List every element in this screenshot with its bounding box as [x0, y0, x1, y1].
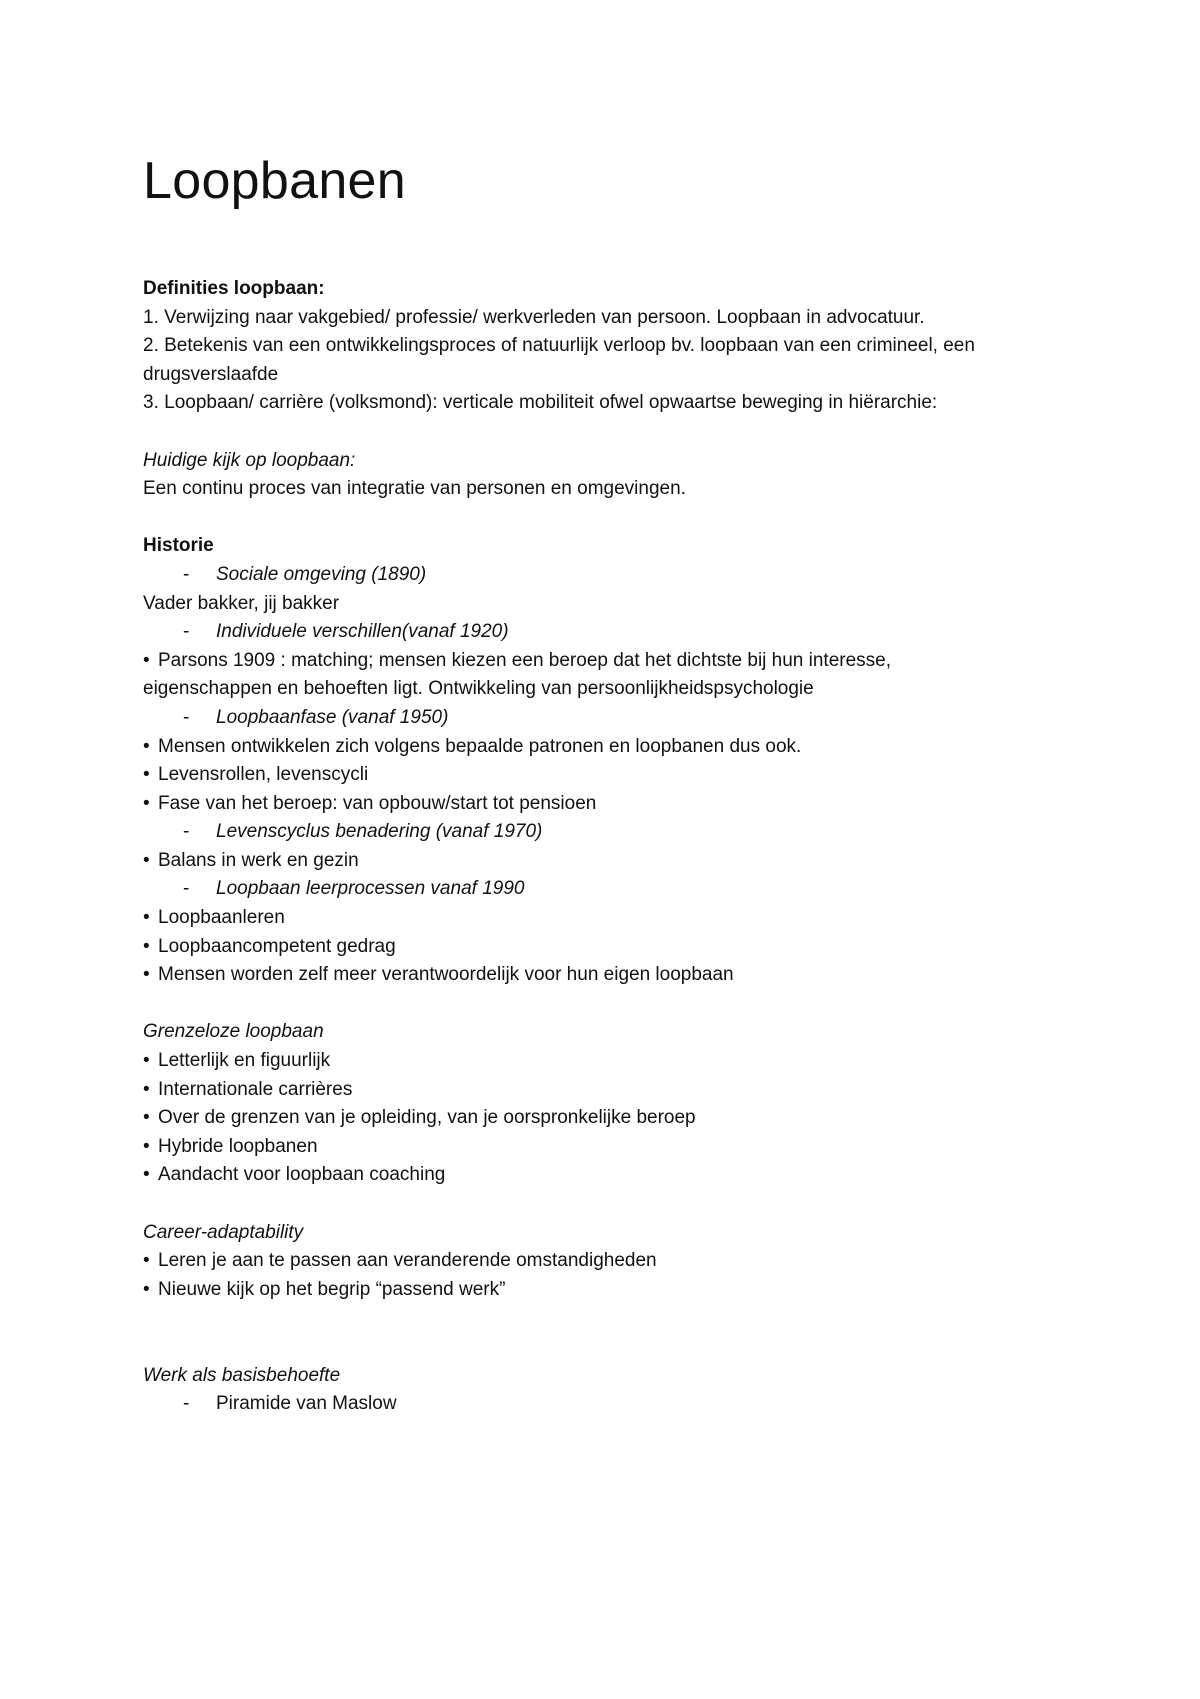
- dash-marker: -: [183, 563, 190, 585]
- bullet-marker: •: [143, 792, 150, 814]
- dash-item-text: Piramide van Maslow: [216, 1393, 397, 1415]
- bullet-text: Levensrollen, levenscycli: [158, 764, 369, 786]
- bullet-item: [143, 904, 1073, 933]
- huidige-kijk-text: Een continu proces van integratie van personen en omgevingen.: [143, 478, 686, 500]
- bullet-marker: •: [143, 1050, 150, 1072]
- document-body: [143, 150, 1073, 1419]
- bullet-text: Balans in werk en gezin: [158, 849, 359, 871]
- bullet-marker: •: [143, 735, 150, 757]
- spacer: [143, 504, 1073, 533]
- spacer: [143, 1190, 1073, 1219]
- parsons-continued: eigenschappen en behoeften ligt. Ontwikkeling van persoonlijkheidspsychologie: [143, 678, 814, 700]
- bullet-text: Over de grenzen van je opleiding, van je oorspronkelijke beroep: [158, 1107, 696, 1129]
- bullet-item: [143, 1047, 1073, 1076]
- dash-item-text: Loopbaan leerprocessen vanaf 1990: [216, 878, 525, 900]
- dash-marker: -: [183, 878, 190, 900]
- bullet-item: [143, 1161, 1073, 1190]
- bullet-marker: •: [143, 849, 150, 871]
- bullet-marker: •: [143, 907, 150, 929]
- bullet-item: [143, 790, 1073, 819]
- bullet-text: Loopbaanleren: [158, 907, 285, 929]
- bullet-text: Leren je aan te passen aan veranderende omstandigheden: [158, 1250, 657, 1272]
- spacer: [143, 990, 1073, 1019]
- dash-item-individuele-verschillen: [143, 618, 1073, 647]
- bullet-text: Loopbaancompetent gedrag: [158, 935, 396, 957]
- definitie-item-2-continued: drugsverslaafde: [143, 363, 279, 385]
- bullet-marker: •: [143, 964, 150, 986]
- bullet-text: Mensen ontwikkelen zich volgens bepaalde patronen en loopbanen dus ook.: [158, 735, 802, 757]
- definitie-item-3: 3. Loopbaan/ carrière (volksmond): verticale mobiliteit ofwel opwaartse beweging in hiërarchie:: [143, 392, 938, 414]
- document-title: Loopbanen: [143, 152, 406, 210]
- bullet-text: Internationale carrières: [158, 1078, 353, 1100]
- spacer: [143, 418, 1073, 447]
- bullet-marker: •: [143, 764, 150, 786]
- section-heading-historie: Historie: [143, 535, 214, 557]
- dash-item-leerprocessen: [143, 875, 1073, 904]
- section-heading-grenzeloze: Grenzeloze loopbaan: [143, 1021, 324, 1043]
- dash-marker: -: [183, 621, 190, 643]
- definitie-item-1: 1. Verwijzing naar vakgebied/ professie/ werkverleden van persoon. Loopbaan in advocatuur.: [143, 306, 925, 328]
- section-heading-definities: Definities loopbaan:: [143, 278, 325, 299]
- section-heading-career-adaptability: Career-adaptability: [143, 1221, 304, 1243]
- spacer: [143, 1304, 1073, 1361]
- bullet-item: [143, 1247, 1073, 1276]
- dash-item-text: Levenscyclus benadering (vanaf 1970): [216, 821, 543, 843]
- bullet-item: [143, 1076, 1073, 1105]
- bullet-text: Mensen worden zelf meer verantwoordelijk voor hun eigen loopbaan: [158, 964, 734, 986]
- section-heading-huidige-kijk: Huidige kijk op loopbaan:: [143, 449, 356, 471]
- dash-item-text: Individuele verschillen(vanaf 1920): [216, 621, 509, 643]
- bullet-marker: •: [143, 1135, 150, 1157]
- bullet-item: [143, 1133, 1073, 1162]
- bullet-marker: •: [143, 1278, 150, 1300]
- dash-item-loopbaanfase: [143, 704, 1073, 733]
- bullet-marker: •: [143, 1078, 150, 1100]
- dash-item-levenscyclus: [143, 818, 1073, 847]
- dash-marker: -: [183, 821, 190, 843]
- bullet-text: Fase van het beroep: van opbouw/start tot pensioen: [158, 792, 597, 814]
- bullet-text: Aandacht voor loopbaan coaching: [158, 1164, 446, 1186]
- bullet-item: [143, 961, 1073, 990]
- bullet-text: Nieuwe kijk op het begrip “passend werk”: [158, 1278, 506, 1300]
- bullet-item: [143, 1276, 1073, 1305]
- dash-item-maslow: [143, 1390, 1073, 1419]
- bullet-marker: •: [143, 1250, 150, 1272]
- dash-item-text: Loopbaanfase (vanaf 1950): [216, 706, 449, 728]
- vader-bakker-text: Vader bakker, jij bakker: [143, 592, 340, 614]
- bullet-marker: •: [143, 935, 150, 957]
- bullet-item: [143, 761, 1073, 790]
- bullet-marker: •: [143, 1164, 150, 1186]
- bullet-item: [143, 933, 1073, 962]
- dash-marker: -: [183, 706, 190, 728]
- dash-marker: -: [183, 1393, 190, 1415]
- bullet-text: Letterlijk en figuurlijk: [158, 1050, 331, 1072]
- section-heading-werk-basisbehoefte: Werk als basisbehoefte: [143, 1364, 341, 1386]
- bullet-text: Hybride loopbanen: [158, 1135, 318, 1157]
- bullet-item: [143, 733, 1073, 762]
- bullet-item: [143, 847, 1073, 876]
- bullet-marker: •: [143, 649, 150, 671]
- dash-item-text: Sociale omgeving (1890): [216, 563, 427, 585]
- bullet-marker: •: [143, 1107, 150, 1129]
- definitie-item-2: 2. Betekenis van een ontwikkelingsproces of natuurlijk verloop bv. loopbaan van een crimineel, een: [143, 335, 975, 357]
- bullet-item: [143, 1104, 1073, 1133]
- dash-item-sociale-omgeving: [143, 561, 1073, 590]
- bullet-text: Parsons 1909 : matching; mensen kiezen een beroep dat het dichtste bij hun interesse,: [158, 649, 892, 671]
- bullet-item-parsons: [143, 647, 1073, 676]
